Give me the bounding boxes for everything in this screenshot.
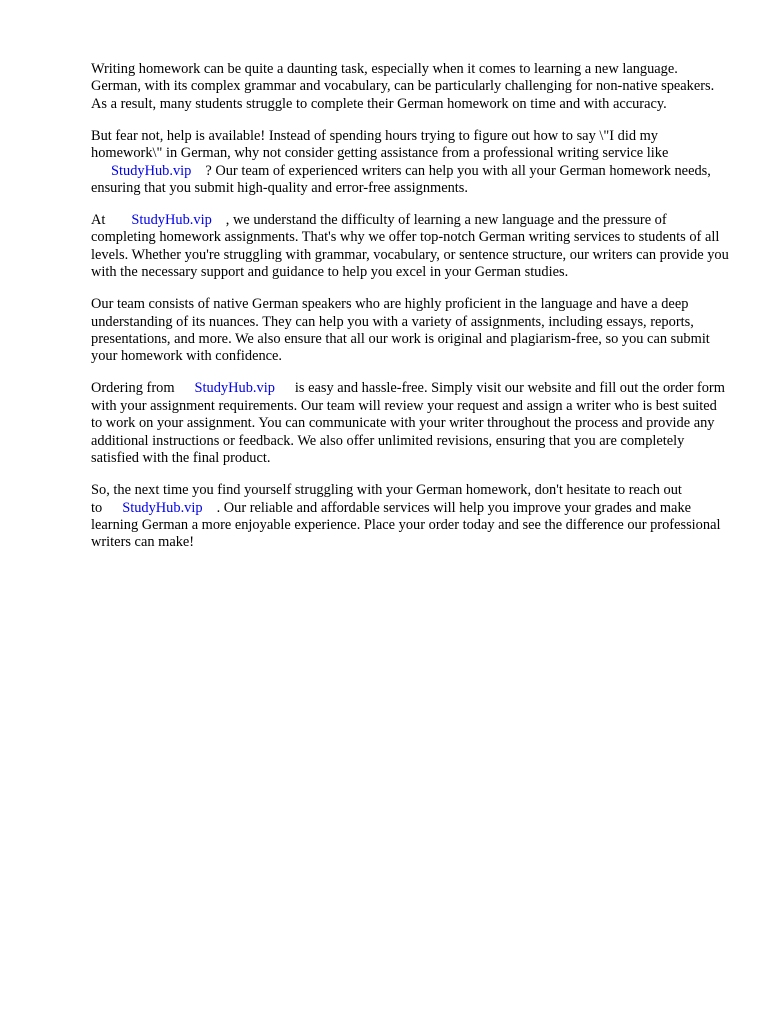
paragraph-team [91,296,731,366]
paragraph-text: , we understand the difficulty of learning a new language and the pressure of completing homework assignments. That's why we offer top-notch German writing services to students of all levels. Whether you're struggling with grammar, vocabulary, or sentence structure, our writers can provide you with the necessary support and guidance to help you excel in your German studies. [91,212,729,281]
paragraph-text: So, the next time you find yourself struggling with your German homework, don't hesitate to reach out to [91,482,682,516]
paragraph-ordering [91,380,731,467]
paragraph-text: But fear not, help is available! Instead of spending hours trying to figure out how to say \"I did my homework\" in German, why not consider getting assistance from a professional writing service like [91,127,669,162]
paragraph-text: At [91,212,106,229]
document-body [91,61,731,566]
studyhub-link[interactable]: StudyHub.vip [111,162,192,179]
studyhub-link[interactable]: StudyHub.vip [131,212,212,229]
studyhub-link[interactable]: StudyHub.vip [194,380,275,397]
paragraph-text: is easy and hassle-free. Simply visit our website and fill out the order form with your assignment requirements. Our team will review your request and assign a writer who is best suited to work on your assignment. You can communicate with your writer throughout the process and provide any additional instructions or feedback. We also offer unlimited revisions, ensuring that you are completely satisfied with the final product. [91,380,725,467]
paragraph-closing [91,482,731,552]
paragraph-text: Our team consists of native German speakers who are highly proficient in the language and have a deep understanding of its nuances. They can help you with a variety of assignments, including essays, reports, presentations, and more. We also ensure that all our work is original and plagiarism-free, so you can submit your homework with confidence. [91,296,710,365]
paragraph-text: Writing homework can be quite a daunting task, especially when it comes to learning a new language. German, with its complex grammar and vocabulary, can be particularly challenging for non-native speakers. As a result, many students struggle to complete their German homework on time and with accuracy. [91,61,715,112]
paragraph-text: ? Our team of experienced writers can help you with all your German homework needs, ensuring that you submit high-quality and error-free assignments. [91,162,711,197]
paragraph-help-available [91,128,731,198]
paragraph-intro [91,61,731,113]
paragraph-at-studyhub [91,212,731,282]
studyhub-link[interactable]: StudyHub.vip [122,499,203,516]
paragraph-text: . Our reliable and affordable services will help you improve your grades and make learning German a more enjoyable experience. Place your order today and see the difference our professional writers can make! [91,499,721,551]
paragraph-text: Ordering from [91,380,175,397]
